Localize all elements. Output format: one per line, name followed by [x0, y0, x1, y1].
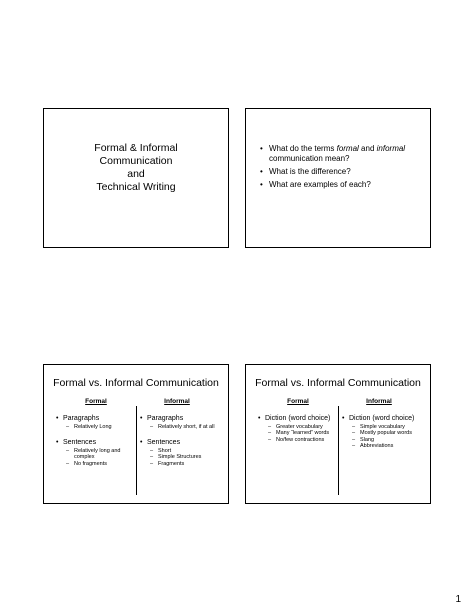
informal-column-header: Informal [366, 398, 392, 405]
title-line: Technical Writing [96, 181, 176, 193]
bullet-item: • Paragraphs [56, 415, 134, 424]
slide-4-title: Formal vs. Informal Communication [255, 377, 421, 389]
slide-2 [245, 108, 431, 248]
bullet-emphasis: formal [336, 144, 359, 153]
formal-column [258, 415, 336, 452]
sub-bullet: – Relatively Long [56, 424, 134, 431]
bullet-group [342, 415, 420, 450]
sub-bullet: – Many “learned” words [258, 430, 336, 437]
sub-bullet: – Greater vocabulary [258, 424, 336, 431]
slide-1 [43, 108, 229, 248]
slide-1-title [44, 142, 228, 194]
bullet-group [140, 439, 218, 467]
slide-2-bullets [260, 144, 422, 193]
informal-column [342, 415, 420, 459]
sub-bullet: – Simple Structures [140, 454, 218, 461]
formal-column-header: Formal [85, 398, 107, 405]
sub-bullet: – Short [140, 448, 218, 455]
bullet-group [258, 415, 336, 443]
bullet-group [56, 439, 134, 467]
title-line: Communication [99, 155, 173, 167]
sub-bullet: – Slang [342, 437, 420, 444]
bullet-item: • Sentences [140, 439, 218, 448]
bullet-group [56, 415, 134, 430]
sub-bullet: – Simple vocabulary [342, 424, 420, 431]
page-number: 1 [455, 594, 461, 605]
bullet-item: • Paragraphs [140, 415, 218, 424]
sub-bullet: – Mostly popular words [342, 430, 420, 437]
slide-3 [43, 364, 229, 504]
formal-column-header: Formal [287, 398, 309, 405]
slide-3-title: Formal vs. Informal Communication [53, 377, 219, 389]
sub-bullet: – No/few contractions [258, 437, 336, 444]
column-divider [338, 406, 339, 495]
bullet-group [140, 415, 218, 430]
bullet-item: • Diction (word choice) [342, 415, 420, 424]
bullet-item: • What are examples of each? [260, 180, 422, 190]
title-line: Formal & Informal [94, 142, 178, 154]
sub-bullet: – Fragments [140, 461, 218, 468]
bullet-item: • Diction (word choice) [258, 415, 336, 424]
bullet-text: What do the terms [269, 144, 337, 153]
title-line: and [127, 168, 145, 180]
sub-bullet: – No fragments [56, 461, 134, 468]
sub-bullet: – Relatively short, if at all [140, 424, 218, 431]
bullet-text: communication mean? [269, 154, 350, 163]
sub-bullet: – Abbreviations [342, 443, 420, 450]
column-divider [136, 406, 137, 495]
bullet-emphasis: informal [376, 144, 406, 153]
bullet-item: • What is the difference? [260, 167, 422, 177]
informal-column-header: Informal [164, 398, 190, 405]
bullet-item [260, 144, 422, 164]
informal-column [140, 415, 218, 476]
bullet-text: and [358, 144, 377, 153]
sub-bullet: – Relatively long and complex [56, 448, 134, 461]
formal-column [56, 415, 134, 476]
slide-4 [245, 364, 431, 504]
bullet-item: • Sentences [56, 439, 134, 448]
